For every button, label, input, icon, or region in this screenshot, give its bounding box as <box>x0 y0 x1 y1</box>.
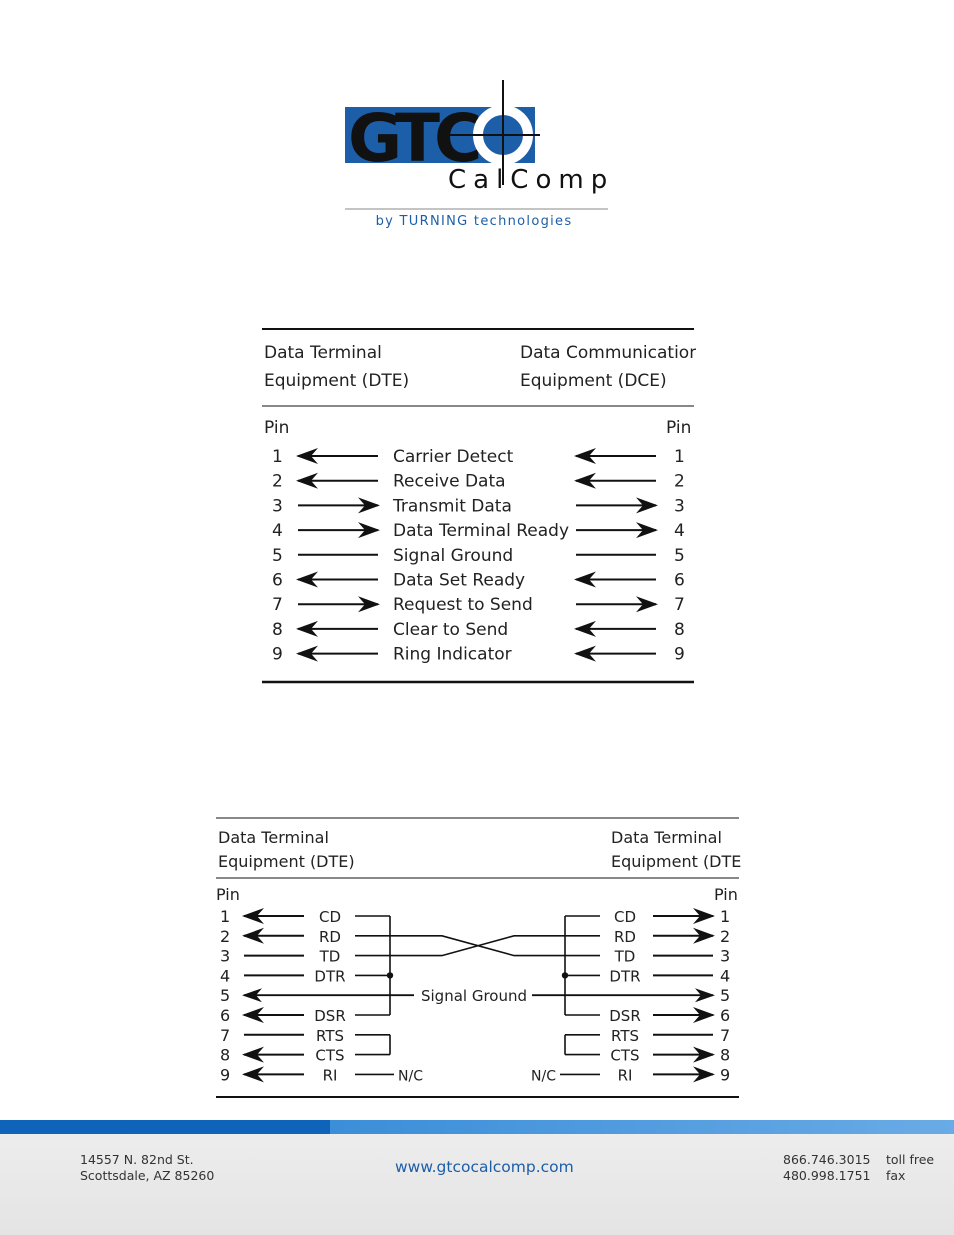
left-signal-label: DSR <box>314 1007 346 1025</box>
dce-header-line1: Data Communication <box>520 343 696 363</box>
left-signal-label: RD <box>319 927 341 946</box>
dte-pin-number: 8 <box>272 619 283 640</box>
dce-pin-number: 9 <box>674 644 685 665</box>
dte-pin-number: 2 <box>272 471 283 492</box>
left-signal-label: TD <box>319 947 341 966</box>
right-pin-number: 6 <box>720 1006 731 1025</box>
company-logo <box>340 80 615 235</box>
pin-label-left: Pin <box>264 418 290 438</box>
dte-signal-arrow <box>296 572 378 588</box>
left-pin-line <box>242 928 304 944</box>
left-nc-label: N/C <box>398 1068 423 1085</box>
dte-signal-arrow <box>296 448 378 464</box>
left-pin-number: 5 <box>220 986 231 1006</box>
footer-phone-numbers <box>783 1152 870 1184</box>
dte-signal-arrow <box>296 646 378 662</box>
right-pin-line <box>653 1066 715 1082</box>
right-dte-header-line2: Equipment (DTE) <box>611 852 742 871</box>
left-pin-number: 2 <box>220 926 231 946</box>
right-signal-label: TD <box>614 947 636 966</box>
left-pin-line <box>242 1066 304 1082</box>
footer-phone-labels <box>886 1152 934 1184</box>
dte-signal-arrow <box>298 596 380 612</box>
left-signal-label: RI <box>322 1066 338 1085</box>
right-pin-number: 7 <box>720 1025 731 1045</box>
dte-signal-arrow <box>298 522 380 538</box>
left-pin-line <box>242 1047 304 1063</box>
logo-brand-bottom: CalComp <box>448 165 615 195</box>
right-signal-label: CTS <box>610 1046 640 1065</box>
left-pin-number: 3 <box>220 946 231 966</box>
dte-pin-number: 6 <box>272 570 283 591</box>
left-pin-line <box>242 1007 304 1023</box>
dce-pin-number: 5 <box>674 545 685 566</box>
signal-name: Clear to Send <box>393 619 509 640</box>
dte-header-line1: Data Terminal <box>264 343 382 363</box>
footer-address <box>80 1152 214 1184</box>
dce-signal-arrow <box>576 497 658 513</box>
right-signal-label: RI <box>617 1066 633 1085</box>
dte-pin-number: 7 <box>272 595 283 616</box>
left-pin-number: 6 <box>220 1006 231 1025</box>
dte-dce-pinout-diagram <box>262 326 696 686</box>
footer-accent-bar-light <box>330 1120 954 1134</box>
right-pin-line <box>653 908 715 924</box>
left-pin-number: 8 <box>220 1045 231 1065</box>
nm-pin-label-left: Pin <box>216 885 240 904</box>
right-signal-label: CD <box>613 908 637 926</box>
left-pin-number: 7 <box>220 1025 231 1045</box>
dce-signal-arrow <box>576 596 658 612</box>
right-nc-label: N/C <box>531 1068 556 1085</box>
signal-name: Signal Ground <box>393 545 514 566</box>
address-line-1: 14557 N. 82nd St. <box>80 1152 194 1167</box>
left-signal-label: DTR <box>314 967 346 986</box>
nm-pin-label-right: Pin <box>714 885 738 904</box>
left-pin-number: 1 <box>220 907 231 926</box>
right-signal-label: DTR <box>609 967 641 986</box>
phone-fax: 480.998.1751 <box>783 1168 871 1183</box>
signal-ground-label: Signal Ground <box>420 987 528 1006</box>
dce-pin-number: 7 <box>674 595 685 616</box>
footer-accent-bar-dark <box>0 1120 330 1134</box>
right-dte-header-line1: Data Terminal <box>611 828 722 847</box>
left-signal-label: RTS <box>315 1026 345 1045</box>
right-signal-label: DSR <box>609 1007 641 1025</box>
right-signal-label: RTS <box>610 1026 640 1045</box>
left-signal-label: CD <box>318 908 342 926</box>
right-pin-line <box>653 928 715 944</box>
dce-signal-arrow <box>574 646 656 662</box>
dce-signal-arrow <box>576 522 658 538</box>
logo-tagline: by TURNING technologies <box>375 214 573 229</box>
address-line-2: Scottsdale, AZ 85260 <box>80 1168 215 1183</box>
phone-fax-label: fax <box>886 1168 906 1183</box>
dte-signal-arrow <box>298 497 380 513</box>
logo-brand-top: GTC <box>348 100 477 177</box>
right-pin-number: 4 <box>720 966 731 986</box>
dte-pin-number: 5 <box>272 545 283 566</box>
left-signal-label: CTS <box>315 1046 345 1065</box>
right-pin-line <box>653 1007 715 1023</box>
dte-pin-number: 9 <box>272 644 283 665</box>
left-dte-header-line1: Data Terminal <box>218 828 329 847</box>
phone-toll-free: 866.746.3015 <box>783 1152 871 1167</box>
dte-pin-number: 1 <box>272 447 283 467</box>
gtco-logo-mark <box>340 80 615 215</box>
dce-signal-arrow <box>574 473 656 489</box>
dce-signal-arrow <box>574 621 656 637</box>
signal-name: Data Set Ready <box>393 570 526 591</box>
dce-header-line2: Equipment (DCE) <box>520 371 667 391</box>
dte-pin-number: 3 <box>272 496 283 517</box>
dte-pin-number: 4 <box>272 521 283 542</box>
pin-label-right: Pin <box>666 418 692 438</box>
signal-name: Transmit Data <box>393 496 512 517</box>
dce-pin-number: 8 <box>674 619 685 640</box>
signal-name: Receive Data <box>393 471 506 492</box>
right-pin-number: 8 <box>720 1045 731 1065</box>
signal-name: Carrier Detect <box>393 447 514 467</box>
phone-toll-free-label: toll free <box>886 1152 935 1167</box>
left-dte-header-line2: Equipment (DTE) <box>218 852 355 871</box>
footer-website-link[interactable]: www.gtcocalcomp.com <box>395 1158 574 1176</box>
dte-signal-arrow <box>296 621 378 637</box>
left-pin-number: 9 <box>220 1065 231 1085</box>
dce-pin-number: 6 <box>674 570 685 591</box>
dce-signal-arrow <box>574 448 656 464</box>
dce-signal-arrow <box>574 572 656 588</box>
right-pin-number: 3 <box>720 946 731 966</box>
right-signal-label: RD <box>614 927 636 946</box>
right-pin-line <box>653 1047 715 1063</box>
right-pin-number: 9 <box>720 1065 731 1085</box>
dce-pin-number: 3 <box>674 496 685 517</box>
right-pin-number: 1 <box>720 907 731 926</box>
dce-pin-number: 2 <box>674 471 685 492</box>
right-pin-number: 5 <box>720 986 731 1006</box>
dte-signal-arrow <box>296 473 378 489</box>
signal-name: Request to Send <box>393 595 533 616</box>
null-modem-diagram <box>214 815 742 1100</box>
left-pin-line <box>242 908 304 924</box>
dce-pin-number: 4 <box>674 521 685 542</box>
right-pin-number: 2 <box>720 926 731 946</box>
signal-name: Ring Indicator <box>393 644 512 665</box>
dce-pin-number: 1 <box>674 447 685 467</box>
left-pin-number: 4 <box>220 966 231 986</box>
signal-name: Data Terminal Ready <box>393 521 570 542</box>
dte-header-line2: Equipment (DTE) <box>264 371 410 391</box>
